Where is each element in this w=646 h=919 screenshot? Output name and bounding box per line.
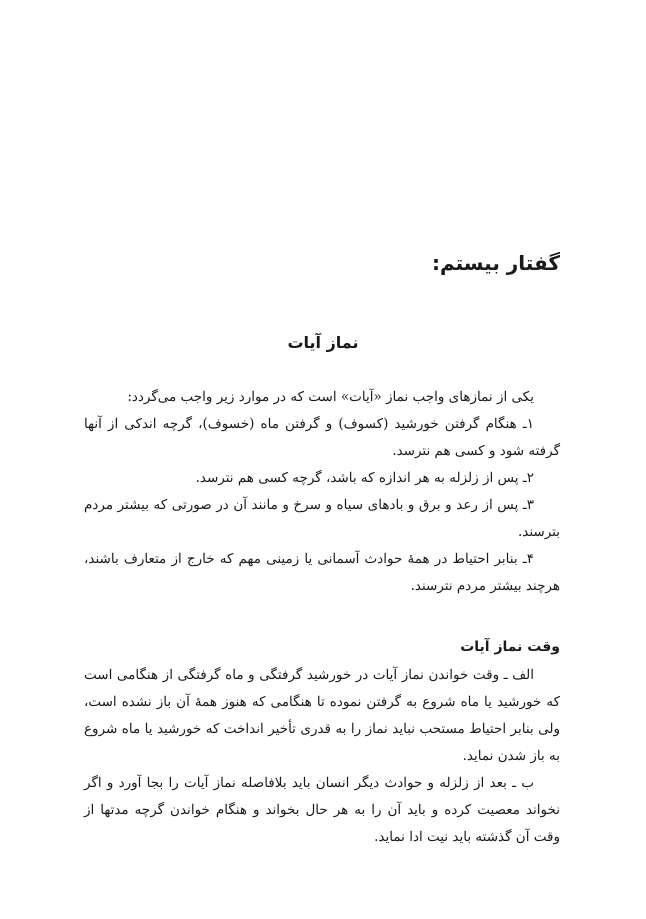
condition-item-1: ۱ـ هنگام گرفتن خورشید (کسوف) و گرفتن ماه (خسوف)، گرچه اندکی از آنها گرفته شود و کسی هم نترسد. bbox=[84, 416, 560, 459]
intro-paragraph: یکی از نمازهای واجب نماز «آیات» است که در موارد زیر واجب می‌گردد: bbox=[127, 389, 534, 405]
condition-item-4: ۴ـ بنابر احتیاط در همهٔ حوادث آسمانی یا زمینی مهم که خارج از متعارف باشند، هرچند بیشتر مردم نترسند. bbox=[84, 551, 560, 594]
conditions-section bbox=[84, 384, 560, 600]
section-title: نماز آیات bbox=[287, 333, 359, 352]
time-section bbox=[84, 632, 560, 851]
time-paragraph-alef: الف ـ وقت خواندن نماز آیات در خورشید گرفتگی و ماه گرفتگی از هنگامی است که خورشید یا ماه شروع به گرفتن نموده تا هنگامی که هنوز همهٔ آن باز نشده است، ولی بنابر احتیاط مستحب نباید نماز را به قدری تأخیر انداخت که خورشید یا ماه شروع به باز شدن نماید. bbox=[84, 667, 560, 764]
condition-item-3: ۳ـ پس از رعد و برق و بادهای سیاه و سرخ و مانند آن در صورتی که بیشتر مردم بترسند. bbox=[84, 497, 560, 540]
time-heading: وقت نماز آیات bbox=[460, 639, 560, 655]
time-paragraph-be: ب ـ بعد از زلزله و حوادث دیگر انسان باید بلافاصله نماز آیات را بجا آورد و اگر نخواند معصیت کرده و باید آن را به هر حال بخواند و هنگام خواندن گرچه مدتها از وقت آن گذشته باید نیت ادا نماید. bbox=[84, 775, 560, 845]
condition-item-2: ۲ـ پس از زلزله به هر اندازه که باشد، گرچه کسی هم نترسد. bbox=[195, 470, 534, 486]
chapter-title: گفتار بیستم: bbox=[431, 251, 560, 275]
